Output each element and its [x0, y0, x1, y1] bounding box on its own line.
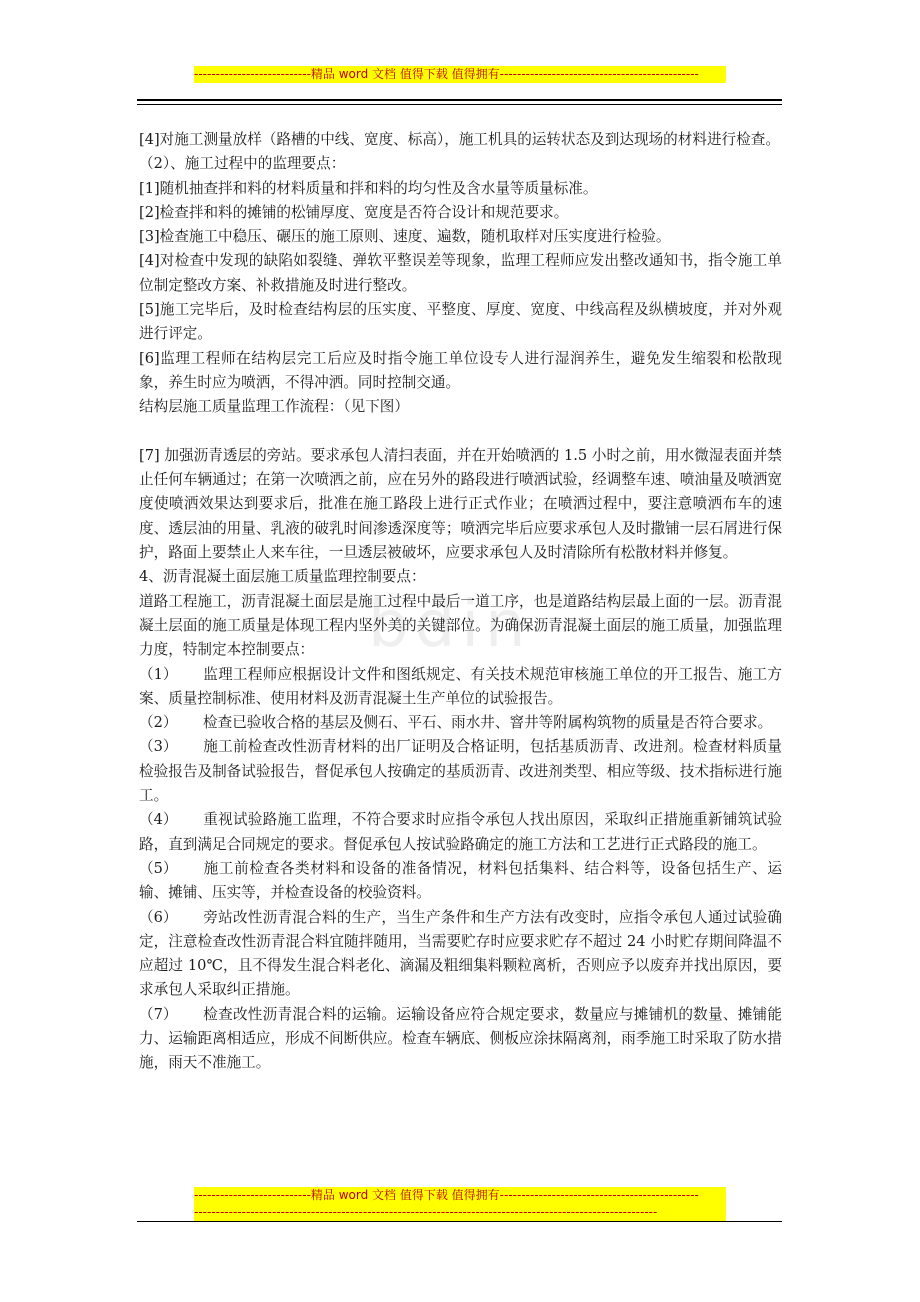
numbered-item [139, 808, 782, 857]
numbered-item [139, 735, 782, 808]
paragraph: [2]检查拌和料的摊铺的松铺厚度、宽度是否符合设计和规范要求。 [139, 203, 569, 221]
item-text: 检查已验收合格的基层及侧石、平石、雨水井、窨井等附属构筑物的质量是否符合要求。 [203, 714, 773, 732]
paragraph: [3]检查施工中稳压、碾压的施工原则、速度、遍数，随机取样对压实度进行检验。 [139, 228, 671, 246]
paragraph: [4]对施工测量放样（路槽的中线、宽度、标高），施工机具的运转状态及到达现场的材料进行检查。 [139, 131, 780, 148]
item-text: 施工前检查各类材料和设备的准备情况，材料包括集料、结合料等，设备包括生产、运输、摊铺、压实等，并检查设备的校验资料。 [139, 859, 782, 902]
header-rule-thin [137, 104, 782, 105]
item-text: 监理工程师应根据设计文件和图纸规定、有关技术规范审核施工单位的开工报告、施工方案、质量控制标准、使用材料及沥青混凝土生产单位的试验报告。 [139, 665, 782, 707]
paragraph: [1]随机抽查拌和料的材料质量和拌和料的均匀性及含水量等质量标准。 [139, 179, 598, 197]
item-number: （7） [139, 1005, 178, 1023]
footer-banner-line-1: ---------------------------精品 word 文档 值得下载 值得拥有---------------------------------------------- [194, 1188, 699, 1202]
watermark: bdin [368, 588, 532, 662]
paragraph: [5]施工完毕后，及时检查结构层的压实度、平整度、厚度、宽度、中线高程及纵横坡度，并对外观进行评定。 [139, 301, 782, 343]
paragraph: [6]监理工程师在结构层完工后应及时指令施工单位设专人进行湿润养生，避免发生缩裂和松散现象，养生时应为喷洒，不得冲洒。同时控制交通。 [139, 349, 782, 391]
paragraph: 结构层施工质量监理工作流程：（见下图） [139, 398, 409, 416]
item-text: 施工前检查改性沥青材料的出厂证明及合格证明，包括基质沥青、改进剂。检查材料质量检验报告及制备试验报告，督促承包人按确定的基质沥青、改进剂类型、相应等级、技术指标进行施工。 [139, 738, 782, 805]
item-text: 检查改性沥青混合料的运输。运输设备应符合规定要求，数量应与摊铺机的数量、摊铺能力、运输距离相适应，形成不间断供应。检查车辆底、侧板应涂抹隔离剂，雨季施工时采取了防水措施，雨天不准施工。 [139, 1005, 782, 1072]
document-body [139, 128, 782, 1076]
item-number: （1） [139, 665, 178, 683]
numbered-item [139, 711, 782, 735]
item-number: （3） [139, 738, 178, 756]
numbered-item [139, 663, 782, 712]
numbered-item [139, 857, 782, 906]
item-number: （5） [139, 859, 178, 877]
item-text: 重视试验路施工监理，不符合要求时应指令承包人找出原因，采取纠正措施重新铺筑试验路，直到满足合同规定的要求。督促承包人按试验路确定的施工方法和工艺进行正式路段的施工。 [139, 811, 782, 853]
paragraph: [4]对检查中发现的缺陷如裂缝、弹软平整误差等现象，监理工程师应发出整改通知书，指令施工单位制定整改方案、补救措施及时进行整改。 [139, 252, 782, 294]
numbered-item [139, 1003, 782, 1076]
footer-rule [137, 1221, 782, 1222]
footer-banner [194, 1187, 726, 1221]
header-rule-thick [137, 99, 782, 101]
paragraph: 4、沥青混凝土面层施工质量监理控制要点： [139, 568, 426, 586]
item-number: （4） [139, 811, 178, 829]
paragraph: （2）、施工过程中的监理要点： [139, 155, 346, 173]
numbered-item [139, 906, 782, 1003]
header-banner: ---------------------------精品 word 文档 值得下载 值得拥有---------------------------------------------- [194, 66, 726, 83]
item-text: 旁站改性沥青混合料的生产，当生产条件和生产方法有改变时，应指令承包人通过试验确定，注意检查改性沥青混合料宜随拌随用，当需要贮存时应要求贮存不超过 24 小时贮存期间降温不应超过 10℃，且不得发生混合料老化、滴漏及粗细集料颗粒离析，否则应予以废弃并找出原因，要求承包人采取纠正措施。 [139, 908, 782, 999]
blank-line [139, 420, 782, 444]
item-number: （6） [139, 908, 178, 926]
paragraph: [7] 加强沥青透层的旁站。要求承包人清扫表面，并在开始喷洒的 1.5 小时之前，用水微湿表面并禁止任何车辆通过；在第一次喷洒之前，应在另外的路段进行喷洒试验，经调整车速、喷油量及喷洒宽度使喷洒效果达到要求后，批准在施工路段上进行正式作业；在喷洒过程中，要注意喷洒布车的速度、透层油的用量、乳液的破乳时间渗透深度等；喷洒完毕后应要求承包人及时撒铺一层石屑进行保护，路面上要禁止人来车往，一旦透层被破坏，应要求承包人及时清除所有松散材料并修复。 [139, 446, 782, 562]
item-number: （2） [139, 714, 178, 732]
paragraph: 道路工程施工，沥青混凝土面层是施工过程中最后一道工序，也是道路结构层最上面的一层。沥青混凝土层面的施工质量是体现工程内坚外美的关键部位。为确保沥青混凝土面层的施工质量，加强监理力度，特制定本控制要点： [139, 592, 782, 659]
footer-banner-line-2: ----------------------------------------------------------------------------------------------------------- [194, 1205, 658, 1219]
